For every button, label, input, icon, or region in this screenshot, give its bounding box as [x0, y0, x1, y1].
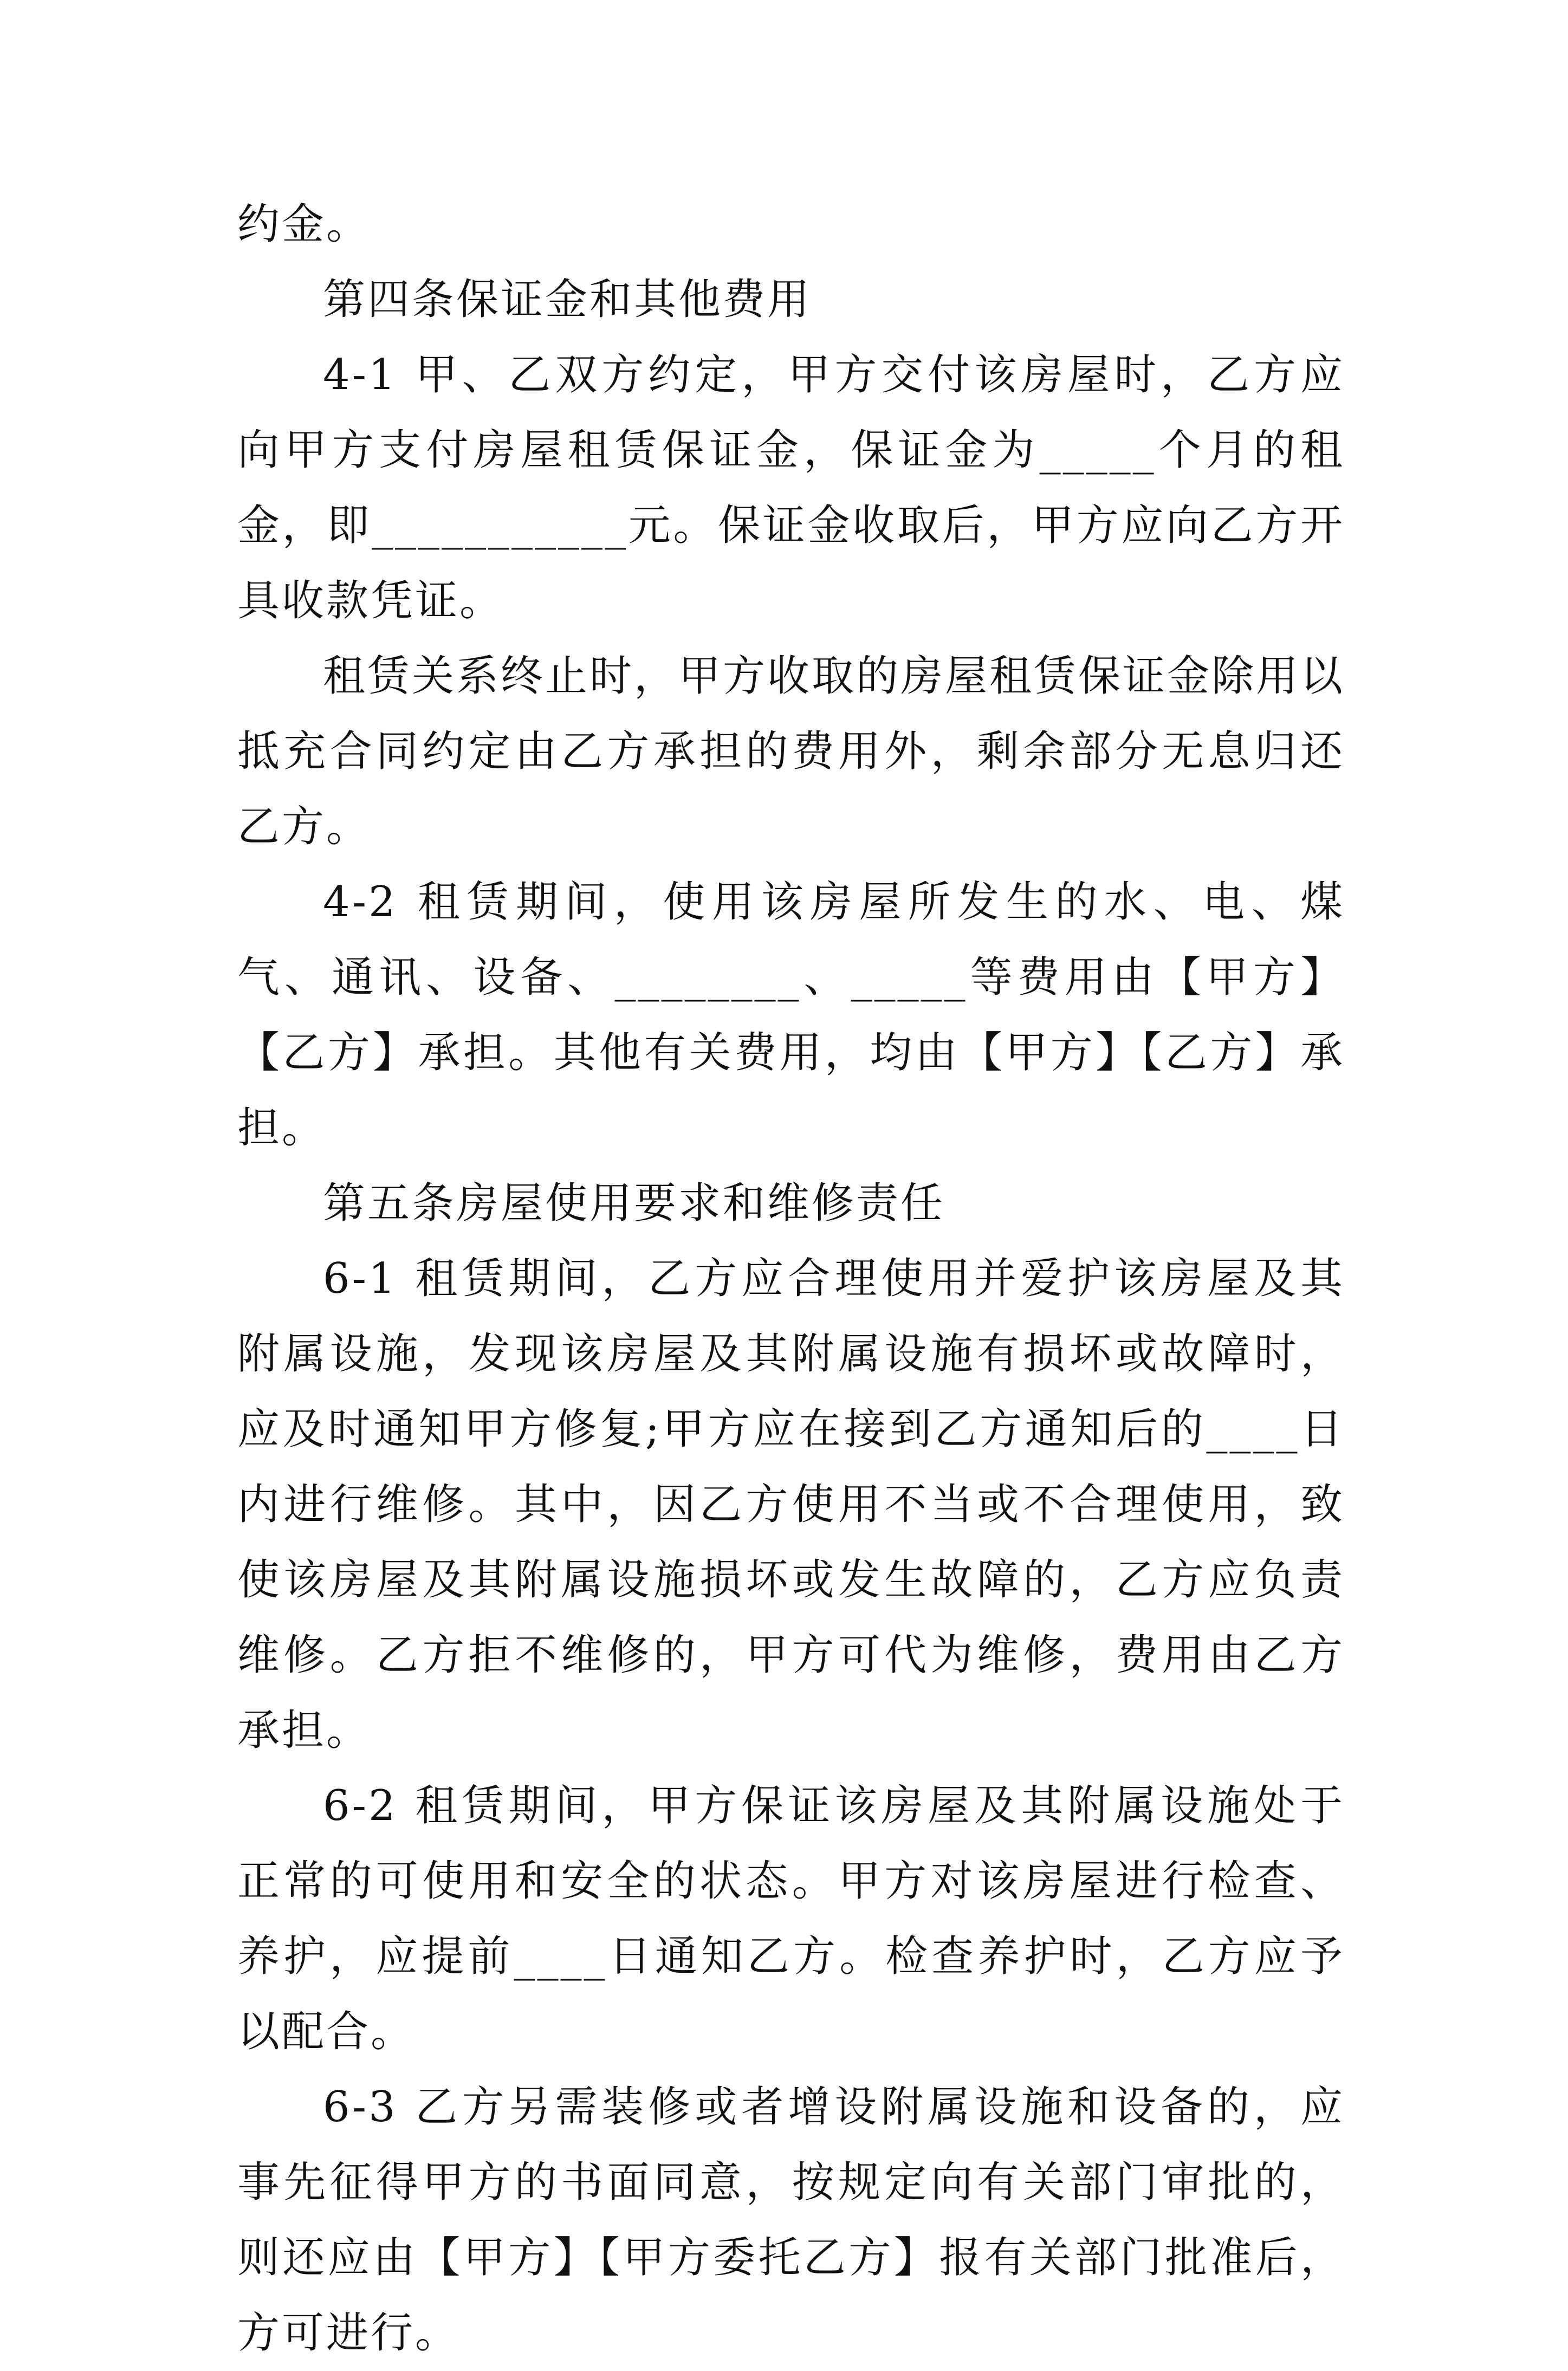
section-heading-article-4: 第四条保证金和其他费用 [323, 275, 812, 324]
section-heading-article-5: 第五条房屋使用要求和维修责任 [323, 1179, 945, 1228]
paragraph-continuation: 约金。 [237, 200, 371, 249]
paragraph-deposit-return: 租赁关系终止时，甲方收取的房屋租赁保证金除用以抵充合同约定由乙方承担的费用外，剩余部分无息归还乙方。 [237, 652, 1345, 851]
paragraph-6-1-maintenance: 6-1 租赁期间，乙方应合理使用并爱护该房屋及其附属设施，发现该房屋及其附属设施有损坏或故障时，应及时通知甲方修复;甲方应在接到乙方通知后的____日内进行维修。其中，因乙方使用不当或不合理使用，致使该房屋及其附属设施损坏或发生故障的，乙方应负责维修。乙方拒不维修的，甲方可代为维修，费用由乙方承担。 [237, 1254, 1345, 1755]
paragraph-4-1-deposit: 4-1 甲、乙双方约定，甲方交付该房屋时，乙方应向甲方支付房屋租赁保证金，保证金为_____个月的租金，即___________元。保证金收取后，甲方应向乙方开具收款凭证。 [237, 351, 1345, 625]
paragraph-4-2-fees: 4-2 租赁期间，使用该房屋所发生的水、电、煤气、通讯、设备、________、_____等费用由【甲方】【乙方】承担。其他有关费用，均由【甲方】【乙方】承担。 [237, 878, 1345, 1152]
document-body [237, 187, 1345, 2371]
paragraph-6-2-inspection: 6-2 租赁期间，甲方保证该房屋及其附属设施处于正常的可使用和安全的状态。甲方对该房屋进行检查、养护，应提前____日通知乙方。检查养护时，乙方应予以配合。 [237, 1782, 1345, 2056]
paragraph-6-3-renovation: 6-3 乙方另需装修或者增设附属设施和设备的，应事先征得甲方的书面同意，按规定向有关部门审批的，则还应由【甲方】【甲方委托乙方】报有关部门批准后，方可进行。 [237, 2083, 1345, 2357]
